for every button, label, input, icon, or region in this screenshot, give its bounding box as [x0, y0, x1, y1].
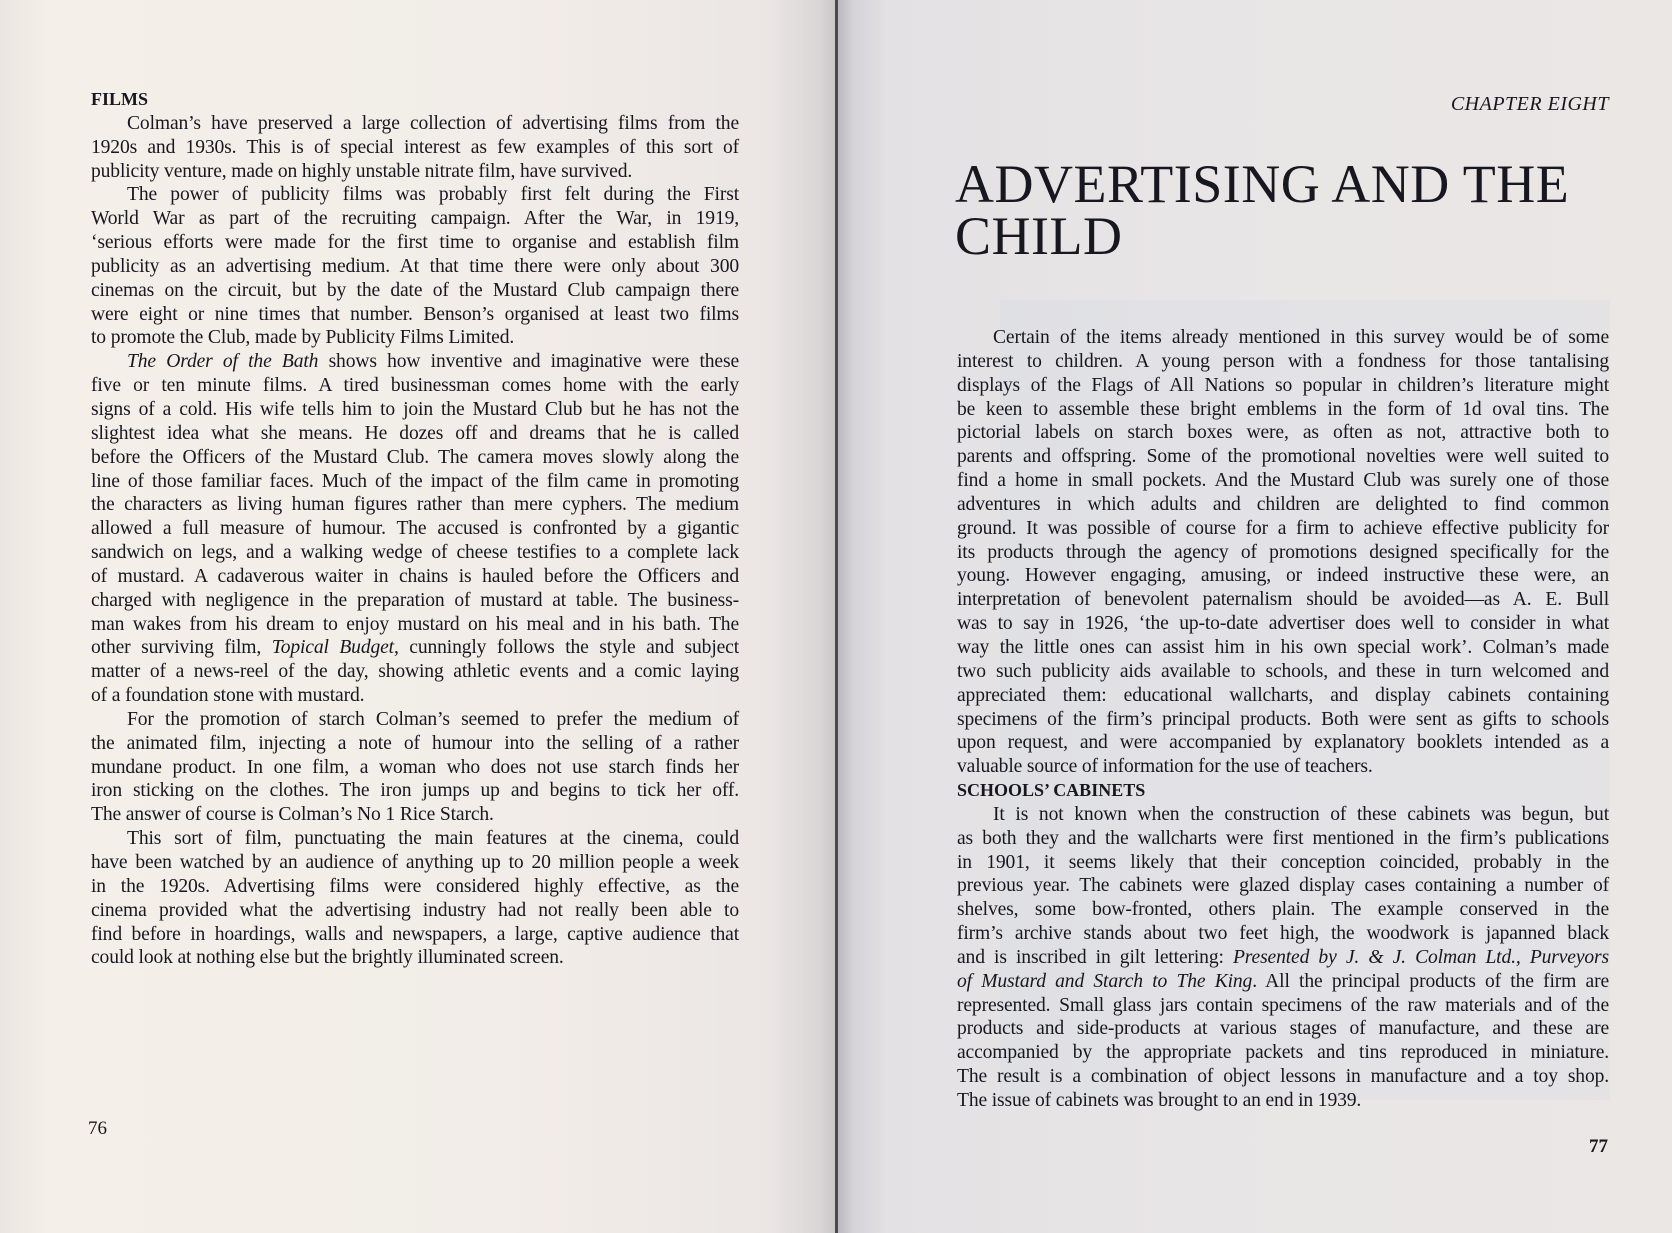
line-text: World War as part of the recruiting campaign. After the War, in 1919, [91, 208, 739, 230]
line-text: Colman’s have preserved a large collection of advertising films from the [127, 112, 739, 134]
line-text: upon request, and were accompanied by explanatory booklets intended as a [957, 732, 1609, 754]
text-line [91, 899, 739, 923]
text-line [91, 517, 739, 541]
text-line [91, 613, 739, 637]
line-text: of mustard. A cadaverous waiter in chains is hauled before the Officers and [91, 565, 739, 587]
line-text: cinema provided what the advertising industry had not really been able to [91, 899, 739, 921]
chapter-title-line-2: CHILD [955, 206, 1123, 266]
text-line [957, 374, 1609, 398]
line-text: For the promotion of starch Colman’s seemed to prefer the medium of [127, 708, 739, 730]
text-line [957, 1089, 1609, 1113]
page-number-right: 77 [1589, 1136, 1608, 1157]
text-line [957, 994, 1609, 1018]
line-text: find a home in small pockets. And the Mustard Club was surely one of those [957, 470, 1609, 492]
text-line [91, 732, 739, 756]
text-line [91, 136, 739, 160]
italic-title: The Order of the Bath [127, 351, 319, 373]
right-page-body [957, 326, 1609, 1113]
text-line [957, 708, 1609, 732]
text-line [957, 1017, 1609, 1041]
line-text: to promote the Club, made by Publicity Films Limited. [91, 327, 515, 349]
line-text: slightest idea what she means. He dozes off and dreams that he is called [91, 422, 739, 444]
line-text: interpretation of benevolent paternalism should be avoided—as A. E. Bull [957, 589, 1609, 611]
right-page-text-cabinets [957, 803, 1609, 1113]
section-heading-films: FILMS [91, 89, 149, 109]
text-line [957, 827, 1609, 851]
line-text: , cunningly follows the style and subject [393, 637, 740, 659]
line-text: . All the principal products of the firm are [1252, 970, 1609, 992]
text-line [91, 303, 739, 327]
line-text: The answer of course is Colman’s No 1 Rice Starch. [91, 804, 494, 826]
text-line [91, 541, 739, 565]
chapter-title-line-1: ADVERTISING AND THE [955, 154, 1570, 214]
text-line [957, 1065, 1609, 1089]
italic-title: Presented by J. & J. Colman Ltd., Purveyors [1232, 946, 1609, 968]
text-line [957, 851, 1609, 875]
line-text: the animated film, injecting a note of humour into the selling of a rather [91, 732, 739, 754]
line-text: cinemas on the circuit, but by the date of the Mustard Club campaign there [91, 279, 739, 301]
line-text: publicity as an advertising medium. At that time there were only about 300 [91, 255, 739, 277]
text-line [957, 469, 1609, 493]
chapter-title [955, 154, 1570, 266]
text-line [91, 756, 739, 780]
text-line [957, 946, 1609, 970]
line-text: and is inscribed in gilt lettering: [957, 946, 1233, 968]
line-text: iron sticking on the clothes. The iron jumps up and begins to tick her off. [91, 780, 739, 802]
line-text: man wakes from his dream to enjoy mustard on his meal and in his bath. The [91, 613, 739, 635]
line-text: before the Officers of the Mustard Club. The camera moves slowly along the [91, 446, 739, 468]
line-text: accompanied by the appropriate packets and tins reproduced in miniature. [957, 1042, 1609, 1064]
right-page-text [957, 326, 1609, 779]
text-line [957, 588, 1609, 612]
text-line [91, 660, 739, 684]
italic-title: of Mustard and Starch to The King [957, 970, 1253, 992]
text-line [957, 660, 1609, 684]
text-line [91, 207, 739, 231]
text-line [957, 445, 1609, 469]
line-text: young. However engaging, amusing, or indeed instructive these were, an [957, 565, 1609, 587]
section-heading-schools-cabinets: SCHOOLS’ CABINETS [957, 780, 1146, 801]
text-line [91, 350, 739, 374]
line-text: specimens of the firm’s principal products. Both were sent as gifts to schools [957, 708, 1609, 730]
text-line [957, 326, 1609, 350]
left-page-text [91, 112, 739, 970]
left-page-body [91, 88, 739, 970]
text-line [957, 350, 1609, 374]
text-line [957, 684, 1609, 708]
text-line [91, 326, 739, 350]
text-line [957, 922, 1609, 946]
line-text: mundane product. In one film, a woman who does not use starch finds her [91, 756, 739, 778]
line-text: This sort of film, punctuating the main features at the cinema, could [127, 828, 739, 850]
text-line [91, 374, 739, 398]
line-text: The issue of cabinets was brought to an end in 1939. [957, 1090, 1362, 1111]
line-text: other surviving film, [91, 637, 272, 659]
text-line [957, 1041, 1609, 1065]
line-text: previous year. The cabinets were glazed display cases containing a number of [957, 875, 1609, 897]
line-text: line of those familiar faces. Much of the impact of the film came in promoting [91, 470, 739, 492]
text-line [91, 636, 739, 660]
text-line [957, 970, 1609, 994]
text-line [91, 923, 739, 947]
line-text: in the 1920s. Advertising films were considered highly effective, as the [91, 875, 739, 897]
text-line [91, 589, 739, 613]
text-line [957, 874, 1609, 898]
text-line [91, 183, 739, 207]
line-text: ‘serious efforts were made for the first time to organise and establish film [91, 232, 739, 254]
line-text: charged with negligence in the preparation of mustard at table. The business- [91, 589, 739, 611]
text-line [91, 946, 739, 970]
text-line [91, 255, 739, 279]
line-text: find before in hoardings, walls and newspapers, a large, captive audience that [91, 923, 739, 945]
line-text: its products through the agency of promotions designed specifically for the [957, 541, 1609, 563]
line-text: sandwich on legs, and a walking wedge of cheese testifies to a complete lack [91, 542, 739, 564]
text-line [957, 898, 1609, 922]
line-text: was to say in 1926, ‘the up-to-date advertiser does well to consider in what [957, 613, 1609, 635]
text-line [91, 851, 739, 875]
text-line [91, 827, 739, 851]
line-text: the characters as living human figures rather than mere cyphers. The medium [91, 494, 739, 516]
line-text: interest to children. A young person with a fondness for those tantalising [957, 350, 1609, 372]
line-text: appreciated them: educational wallcharts, and display cabinets containing [957, 684, 1609, 706]
line-text: shows how inventive and imaginative were these [318, 351, 739, 373]
line-text: The result is a combination of object lessons in manufacture and a toy shop. [957, 1066, 1609, 1088]
line-text: five or ten minute films. A tired businessman comes home with the early [91, 375, 739, 397]
italic-title: Topical Budget [271, 637, 394, 659]
text-line [957, 541, 1609, 565]
line-text: It is not known when the construction of these cabinets was begun, but [993, 803, 1609, 825]
text-line [91, 708, 739, 732]
text-line [91, 398, 739, 422]
text-line [957, 636, 1609, 660]
line-text: shelves, some bow-fronted, others plain. The example conserved in the [957, 899, 1609, 921]
text-line [91, 875, 739, 899]
line-text: signs of a cold. His wife tells him to join the Mustard Club but he has not the [91, 398, 739, 420]
line-text: displays of the Flags of All Nations so popular in children’s literature might [957, 374, 1609, 396]
text-line [957, 731, 1609, 755]
line-text: Certain of the items already mentioned in this survey would be of some [993, 327, 1609, 348]
text-line [91, 565, 739, 589]
line-text: publicity venture, made on highly unstable nitrate film, have survived. [91, 160, 633, 182]
text-line [91, 493, 739, 517]
text-line [957, 564, 1609, 588]
line-text: products and side-products at various stages of manufacture, and these are [957, 1018, 1609, 1040]
line-text: two such publicity aids available to schools, and these in turn welcomed and [957, 660, 1609, 682]
line-text: The power of publicity films was probably first felt during the First [127, 184, 739, 206]
line-text: 1920s and 1930s. This is of special interest as few examples of this sort of [91, 136, 739, 158]
line-text: of a foundation stone with mustard. [91, 685, 365, 707]
text-line [91, 112, 739, 136]
text-line [957, 803, 1609, 827]
line-text: were eight or nine times that number. Benson’s organised at least two films [91, 303, 739, 325]
text-line [91, 684, 739, 708]
line-text: ground. It was possible of course for a firm to achieve effective publicity for [957, 517, 1609, 539]
line-text: valuable source of information for the use of teachers. [957, 756, 1373, 778]
text-line [91, 422, 739, 446]
line-text: have been watched by an audience of anything up to 20 million people a week [91, 852, 739, 873]
line-text: matter of a news-reel of the day, showing athletic events and a comic laying [91, 661, 739, 683]
line-text: could look at nothing else but the brightly illuminated screen. [91, 947, 564, 969]
line-text: firm’s archive stands about two feet high, the woodwork is japanned black [957, 923, 1609, 945]
text-line [957, 612, 1609, 636]
text-line [957, 398, 1609, 422]
text-line [91, 470, 739, 494]
chapter-label: CHAPTER EIGHT [1450, 93, 1609, 115]
text-line [91, 231, 739, 255]
text-line [91, 160, 739, 184]
text-line [957, 517, 1609, 541]
line-text: pictorial labels on starch boxes were, as often as not, attractive both to [957, 422, 1609, 444]
text-line [91, 279, 739, 303]
page-number-left: 76 [88, 1118, 107, 1139]
book-gutter [835, 0, 838, 1233]
text-line [957, 421, 1609, 445]
line-text: represented. Small glass jars contain specimens of the raw materials and of the [957, 994, 1609, 1016]
line-text: way the little ones can assist him in his own special work’. Colman’s made [957, 636, 1609, 658]
line-text: adventures in which adults and children are delighted to find common [957, 493, 1609, 515]
line-text: be keen to assemble these bright emblems in the form of 1d oval tins. The [957, 398, 1609, 420]
text-line [957, 755, 1609, 779]
line-text: as both they and the wallcharts were first mentioned in the firm’s publications [957, 827, 1609, 849]
text-line [957, 493, 1609, 517]
text-line [91, 446, 739, 470]
text-line [91, 779, 739, 803]
line-text: in 1901, it seems likely that their conception coincided, probably in the [957, 851, 1609, 873]
line-text: allowed a full measure of humour. The accused is confronted by a gigantic [91, 518, 739, 540]
line-text: parents and offspring. Some of the promotional novelties were well suited to [957, 446, 1609, 468]
text-line [91, 803, 739, 827]
